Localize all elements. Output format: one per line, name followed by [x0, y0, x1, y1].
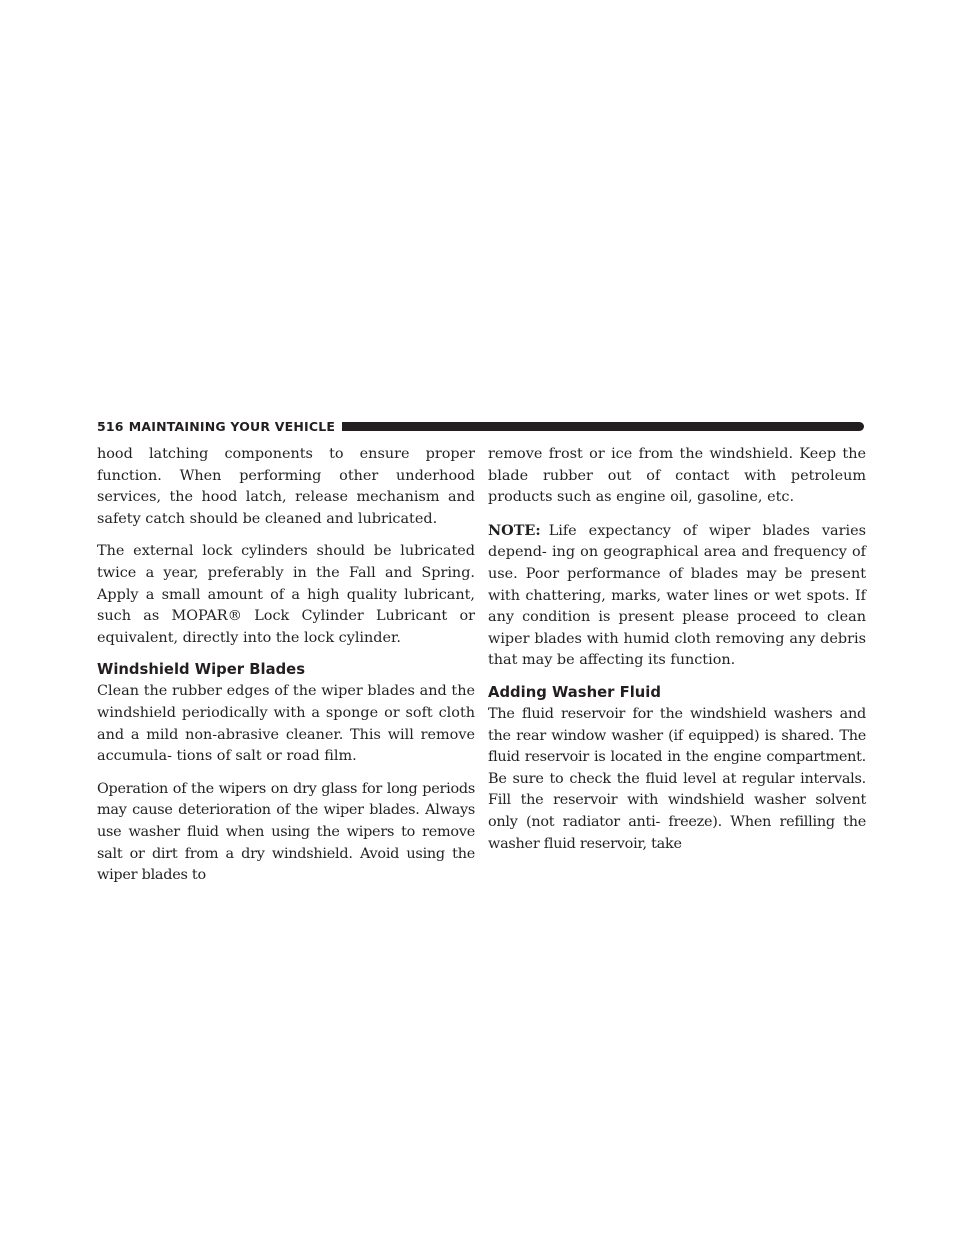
- section-title: MAINTAINING YOUR VEHICLE: [128, 418, 336, 434]
- paragraph-clean-wipers: Clean the rubber edges of the wiper blades and the windshield periodically with a sponge or soft cloth and a mild non-abrasive cleaner. This will remove accumula- tions of salt or road film.: [97, 683, 475, 765]
- page-header: [97, 416, 864, 436]
- left-column: [97, 444, 475, 898]
- right-column: [488, 444, 866, 866]
- note-text: Life expectancy of wiper blades varies depend- ing on geographical area and frequency of use. Poor performance of blades may be present with chattering, marks, water lines or wet spots. If any condition is present please proceed to clean wiper blades with humid cloth removing any debris that may be affecting its function.: [488, 522, 866, 669]
- paragraph-washer-reservoir: The fluid reservoir for the windshield washers and the rear window washer (if equipped) is shared. The fluid reservoir is located in the engine compartment. Be sure to check the fluid level at regular intervals. Fill the reservoir with windshield washer solvent only (not radiator anti- freeze). When refilling the washer fluid reservoir, take: [488, 705, 866, 852]
- paragraph-hood-latch: hood latching components to ensure proper function. When performing other underhood services, the hood latch, release mechanism and safety catch should be cleaned and lubricated.: [97, 446, 475, 527]
- heading-windshield-wiper-blades: Windshield Wiper Blades: [97, 661, 306, 679]
- paragraph-frost-ice: remove frost or ice from the windshield. Keep the blade rubber out of contact with petroleum products such as engine oil, gasoline, etc.: [488, 446, 866, 506]
- page-number: 516: [97, 418, 124, 434]
- header-rule: [342, 422, 864, 431]
- note-paragraph: [488, 520, 866, 672]
- heading-adding-washer-fluid: Adding Washer Fluid: [488, 683, 661, 701]
- paragraph-wiper-operation: Operation of the wipers on dry glass for long periods may cause deterioration of the wiper blades. Always use washer fluid when using the wipers to remove salt or dirt from a dry windshield. Avoid using the wiper blades to: [97, 780, 475, 884]
- paragraph-lock-cylinders: The external lock cylinders should be lubricated twice a year, preferably in the Fall and Spring. Apply a small amount of a high quality lubricant, such as MOPAR® Lock Cylinder Lubricant or equivalent, directly into the lock cylinder.: [97, 543, 475, 646]
- note-label: NOTE:: [488, 521, 541, 539]
